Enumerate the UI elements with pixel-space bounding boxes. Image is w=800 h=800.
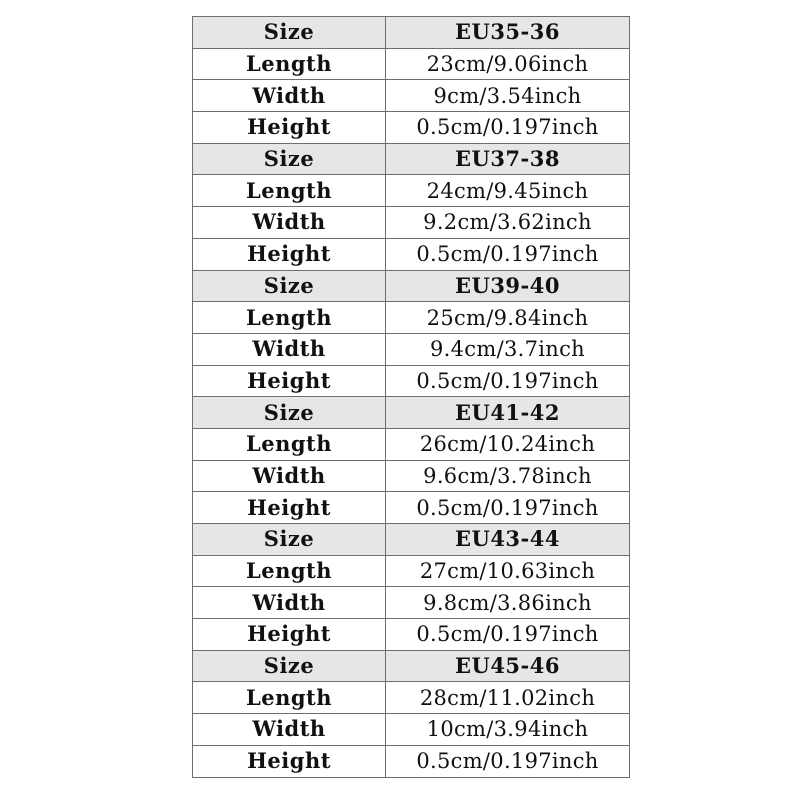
size-label: Size [193, 397, 386, 429]
length-row [193, 682, 630, 714]
size-row [193, 17, 630, 49]
size-label: Size [193, 143, 386, 175]
length-row [193, 302, 630, 334]
length-value: 25cm/9.84inch [386, 302, 630, 334]
length-row [193, 48, 630, 80]
width-row [193, 333, 630, 365]
height-label: Height [193, 745, 386, 777]
width-row [193, 714, 630, 746]
height-row [193, 745, 630, 777]
size-value: EU45-46 [386, 650, 630, 682]
height-label: Height [193, 112, 386, 144]
length-value: 28cm/11.02inch [386, 682, 630, 714]
width-row [193, 587, 630, 619]
length-value: 24cm/9.45inch [386, 175, 630, 207]
size-label: Size [193, 524, 386, 556]
height-value: 0.5cm/0.197inch [386, 492, 630, 524]
size-value: EU41-42 [386, 397, 630, 429]
size-value: EU43-44 [386, 524, 630, 556]
size-value: EU37-38 [386, 143, 630, 175]
width-row [193, 80, 630, 112]
size-row [193, 397, 630, 429]
width-label: Width [193, 587, 386, 619]
height-label: Height [193, 619, 386, 651]
width-value: 9.2cm/3.62inch [386, 207, 630, 239]
length-label: Length [193, 428, 386, 460]
height-value: 0.5cm/0.197inch [386, 619, 630, 651]
height-row [193, 112, 630, 144]
height-row [193, 238, 630, 270]
size-value: EU39-40 [386, 270, 630, 302]
height-label: Height [193, 492, 386, 524]
length-row [193, 175, 630, 207]
height-row [193, 619, 630, 651]
size-label: Size [193, 17, 386, 49]
width-label: Width [193, 207, 386, 239]
width-label: Width [193, 460, 386, 492]
length-value: 23cm/9.06inch [386, 48, 630, 80]
height-label: Height [193, 238, 386, 270]
height-value: 0.5cm/0.197inch [386, 365, 630, 397]
height-label: Height [193, 365, 386, 397]
width-value: 10cm/3.94inch [386, 714, 630, 746]
width-value: 9cm/3.54inch [386, 80, 630, 112]
width-label: Width [193, 714, 386, 746]
width-value: 9.8cm/3.86inch [386, 587, 630, 619]
height-row [193, 365, 630, 397]
height-value: 0.5cm/0.197inch [386, 112, 630, 144]
length-value: 27cm/10.63inch [386, 555, 630, 587]
length-label: Length [193, 302, 386, 334]
size-row [193, 524, 630, 556]
height-row [193, 492, 630, 524]
length-row [193, 555, 630, 587]
length-label: Length [193, 48, 386, 80]
length-row [193, 428, 630, 460]
length-label: Length [193, 555, 386, 587]
size-row [193, 650, 630, 682]
size-value: EU35-36 [386, 17, 630, 49]
width-label: Width [193, 80, 386, 112]
width-value: 9.6cm/3.78inch [386, 460, 630, 492]
height-value: 0.5cm/0.197inch [386, 745, 630, 777]
size-chart-table [192, 16, 630, 778]
length-label: Length [193, 682, 386, 714]
size-label: Size [193, 270, 386, 302]
width-label: Width [193, 333, 386, 365]
length-value: 26cm/10.24inch [386, 428, 630, 460]
size-row [193, 143, 630, 175]
length-label: Length [193, 175, 386, 207]
size-label: Size [193, 650, 386, 682]
size-row [193, 270, 630, 302]
width-row [193, 460, 630, 492]
width-row [193, 207, 630, 239]
width-value: 9.4cm/3.7inch [386, 333, 630, 365]
height-value: 0.5cm/0.197inch [386, 238, 630, 270]
